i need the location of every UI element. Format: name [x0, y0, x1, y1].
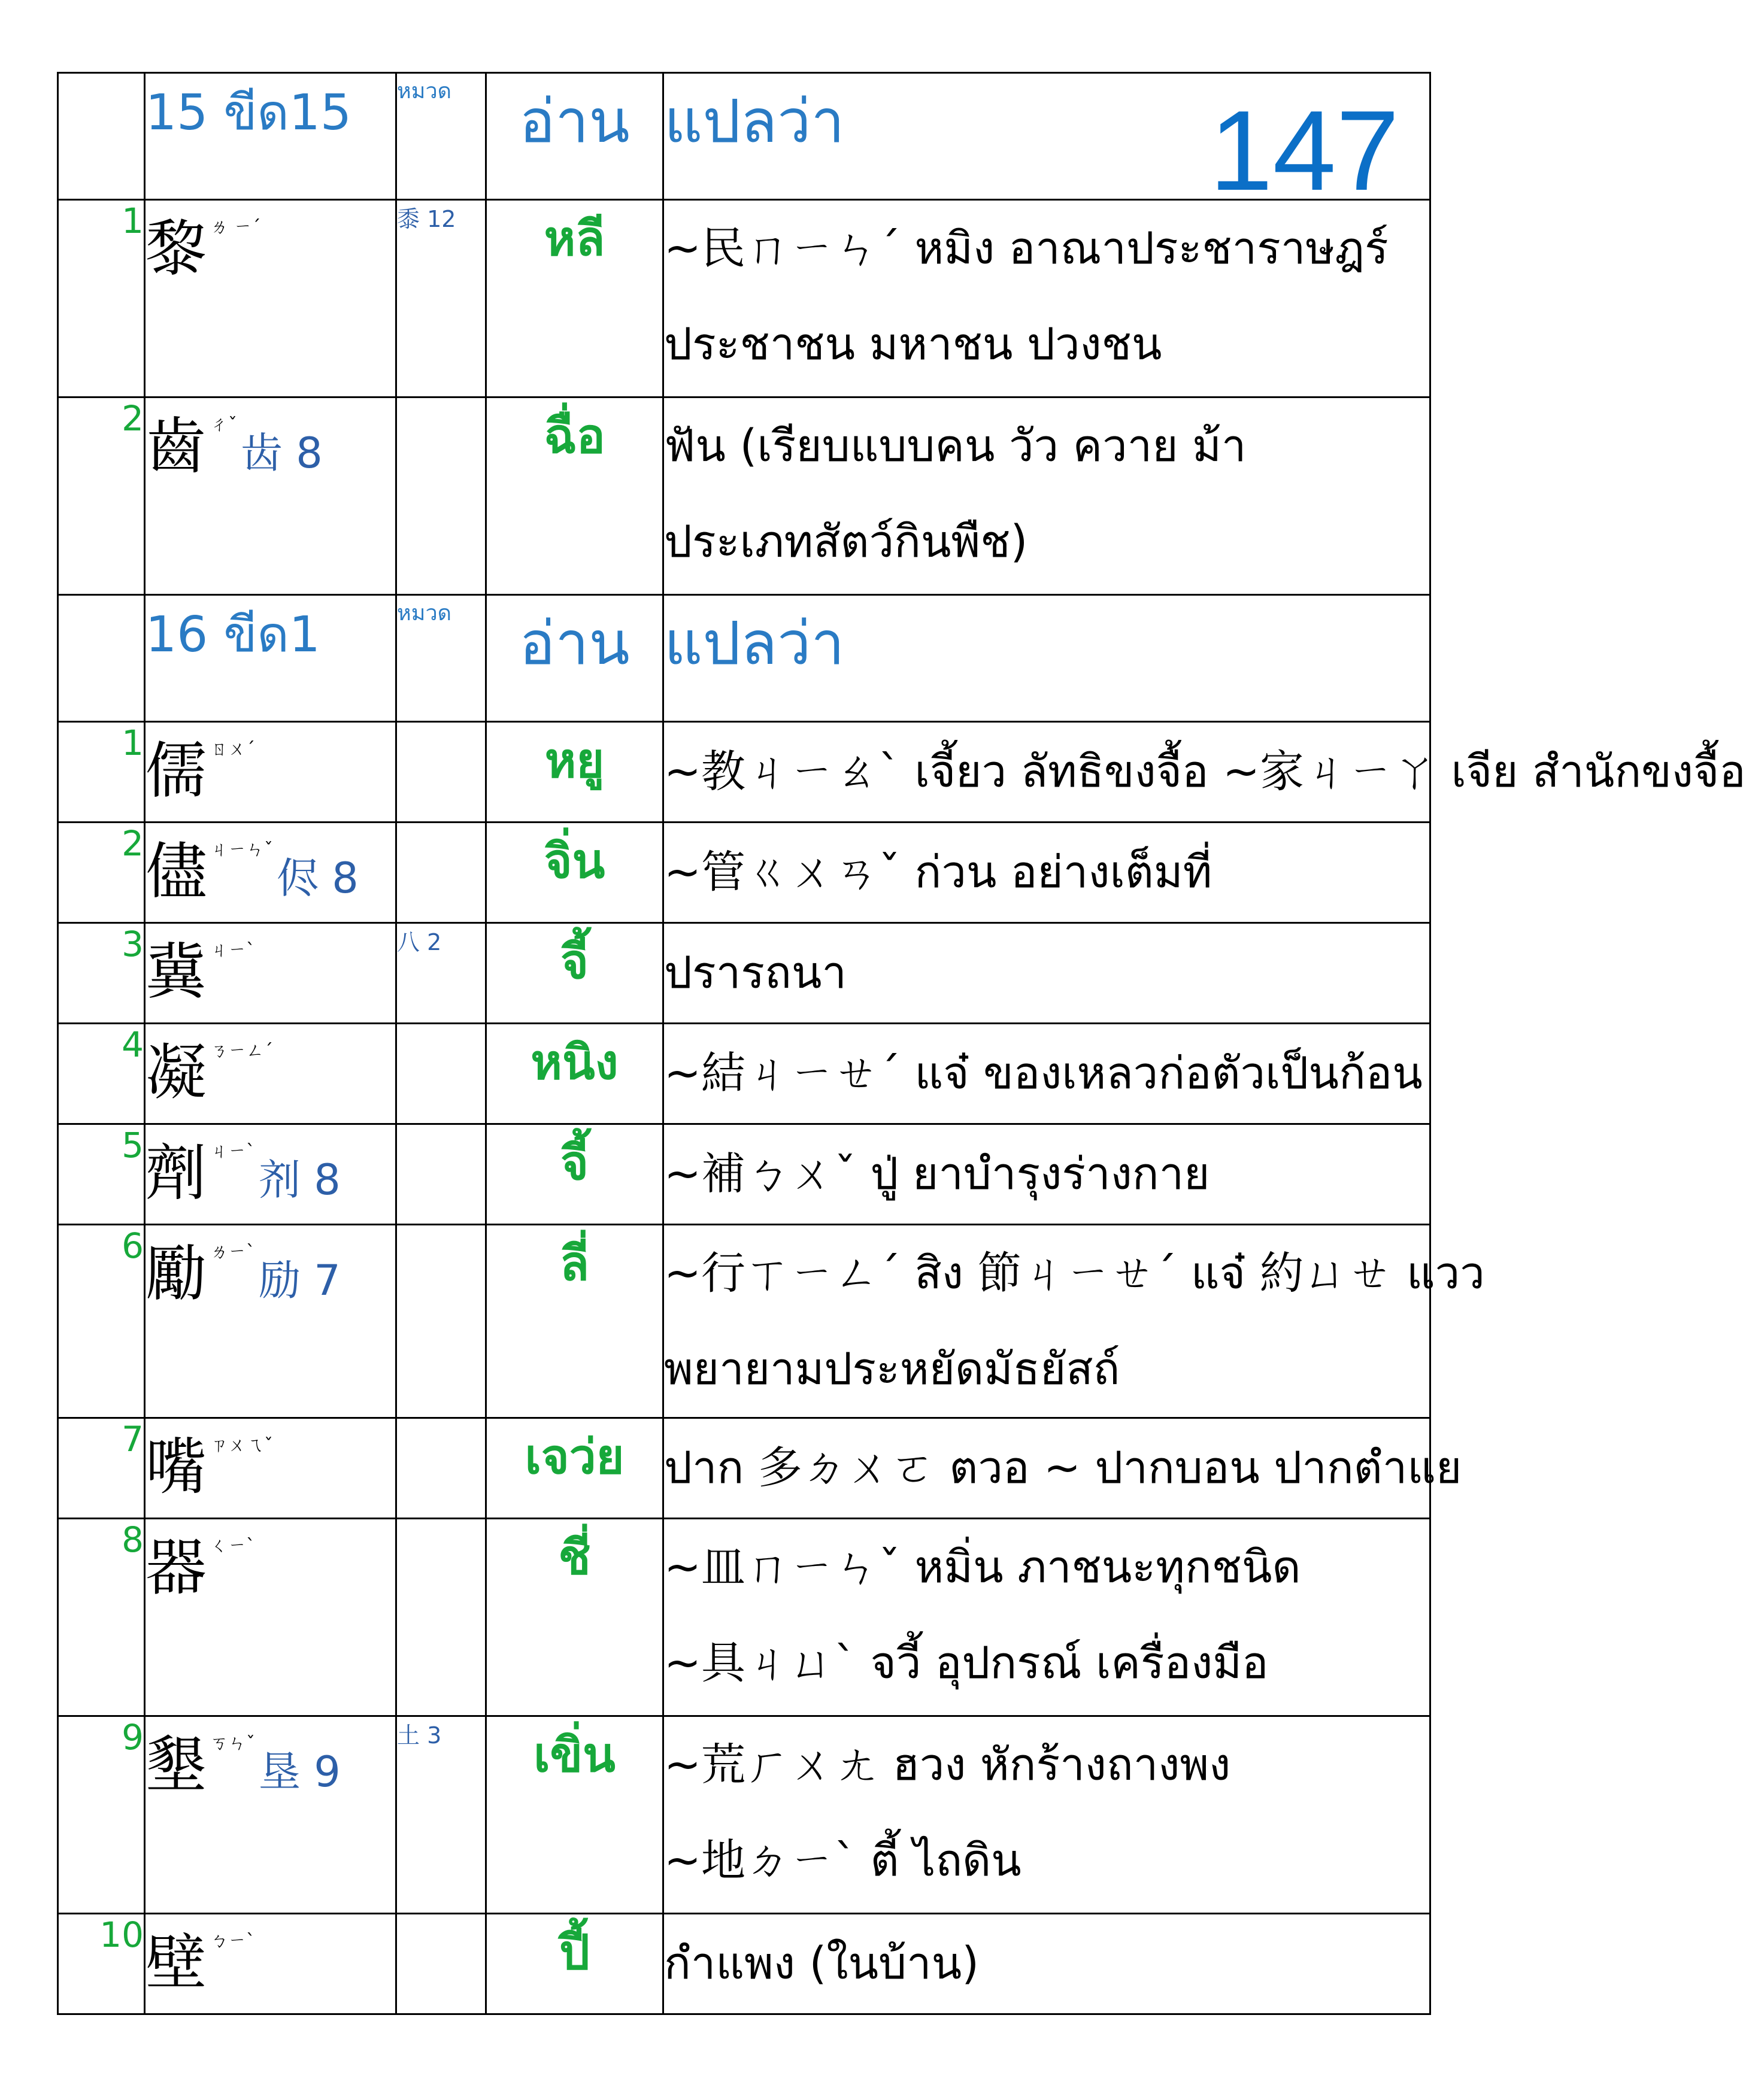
meaning-cell: [663, 722, 1746, 823]
entry-row: [58, 397, 1430, 595]
thai-reading: หยู: [486, 722, 663, 823]
radical: [396, 722, 486, 823]
simplified-character: 垦 9: [259, 1747, 341, 1796]
empty-cell: [58, 595, 145, 722]
thai-reading: ปี้: [486, 1914, 663, 2014]
radical: [396, 823, 486, 923]
meaning-cell: [663, 1519, 1430, 1716]
zhuyin: ㄑㄧˋ: [210, 1535, 255, 1556]
meaning-line: ประเภทสัตว์กินพืช): [664, 516, 1028, 568]
thai-reading: จี้: [486, 1124, 663, 1225]
meaning-cell: [663, 823, 1430, 923]
character-cell: [145, 1124, 396, 1225]
meaning-line: ~補ㄅㄨˇ ปู่ ยาบำรุงร่างกาย: [664, 1148, 1210, 1200]
character-cell: [145, 1024, 396, 1124]
zhuyin: ㄔˇ: [210, 414, 237, 435]
entry-number: 9: [58, 1716, 145, 1914]
entry-number: 6: [58, 1225, 145, 1418]
meaning-line: พยายามประหยัดมัธยัสถ์: [664, 1343, 1120, 1395]
simplified-character: 励 7: [259, 1256, 341, 1305]
meaning-cell: [663, 1716, 1430, 1914]
meaning-header: [663, 73, 1430, 214]
traditional-character: 齒: [146, 411, 207, 482]
reading-header: อ่าน: [486, 73, 663, 200]
entry-row: [58, 1519, 1430, 1716]
zhuyin: ㄖㄨˊ: [210, 739, 255, 760]
traditional-character: 儒: [146, 736, 207, 807]
thai-reading: จี้: [486, 923, 663, 1024]
meaning-line: ~教ㄐㄧㄠˋ เจี้ยว ลัทธิขงจื้อ ~家ㄐㄧㄚ เจีย สำนักขงจื้อ: [664, 746, 1746, 797]
character-cell: [145, 1519, 396, 1716]
meaning-line: ปาก 多ㄉㄨㄛ ตวอ ~ ปากบอน ปากตำแย: [664, 1442, 1462, 1494]
traditional-character: 黎: [146, 214, 207, 285]
meaning-line: ปรารถนา: [664, 947, 847, 999]
entry-number: 2: [58, 823, 145, 923]
simplified-character: 剂 8: [259, 1155, 341, 1204]
meaning-cell: [663, 1124, 1430, 1225]
meaning-cell: [663, 1225, 1485, 1418]
entry-row: [58, 823, 1430, 923]
dictionary-body: [58, 73, 1746, 2014]
entry-number: 4: [58, 1024, 145, 1124]
zhuyin: ㄅㄧˋ: [210, 1931, 255, 1952]
meaning-line: ประชาชน มหาชน ปวงชน: [664, 318, 1162, 370]
entry-row: [58, 1024, 1430, 1124]
thai-reading: หลี: [486, 200, 663, 397]
radical: [396, 1519, 486, 1716]
traditional-character: 儘: [146, 836, 207, 908]
traditional-character: 劑: [146, 1138, 207, 1209]
character-cell: [145, 923, 396, 1024]
radical: 八 2: [396, 923, 486, 1024]
section-header-row: [58, 595, 1430, 722]
meaning-cell: [663, 1024, 1430, 1124]
entry-number: 10: [58, 1914, 145, 2014]
character-cell: [145, 1914, 396, 2014]
thai-reading: เขิ่น: [486, 1716, 663, 1914]
meaning-header: [663, 595, 1430, 722]
traditional-character: 嘴: [146, 1432, 207, 1503]
dictionary-table: [57, 72, 1746, 2015]
meaning-cell: [663, 923, 1430, 1024]
entry-row: [58, 1418, 1430, 1519]
zhuyin: ㄎㄣˇ: [210, 1733, 255, 1754]
entry-number: 7: [58, 1418, 145, 1519]
meaning-line: ~民ㄇㄧㄣˊ หมิง อาณาประชาราษฎร์: [664, 223, 1389, 274]
entry-number: 3: [58, 923, 145, 1024]
zhuyin: ㄐㄧˋ: [210, 940, 255, 961]
simplified-character: 齿 8: [241, 429, 323, 478]
section-label: 16 ขีด1: [145, 595, 396, 722]
character-cell: [145, 1225, 396, 1418]
thai-reading: ชี่: [486, 1519, 663, 1716]
character-cell: [145, 1418, 396, 1519]
meaning-line: ~具ㄐㄩˋ จวี้ อุปกรณ์ เครื่องมือ: [664, 1637, 1269, 1689]
thai-reading: ฉื่อ: [486, 397, 663, 595]
section-label: 15 ขีด15: [145, 73, 396, 200]
entry-number: 1: [58, 722, 145, 823]
meaning-header-text: แปลว่า: [664, 86, 845, 156]
page-number: 147: [1209, 87, 1399, 214]
entry-row: [58, 200, 1430, 397]
radical: [396, 1024, 486, 1124]
meaning-line: ~荒ㄏㄨㄤ ฮวง หักร้างถางพง: [664, 1739, 1231, 1791]
entry-number: 2: [58, 397, 145, 595]
meaning-cell: [663, 1914, 1430, 2014]
radical-header: หมวด: [396, 595, 486, 722]
meaning-line: ~結ㄐㄧㄝˊ แจ๋ ของเหลวก่อตัวเป็นก้อน: [664, 1048, 1423, 1099]
thai-reading: หนิง: [486, 1024, 663, 1124]
radical: [396, 1418, 486, 1519]
radical: [396, 1914, 486, 2014]
radical-header: หมวด: [396, 73, 486, 200]
radical: [396, 1225, 486, 1418]
traditional-character: 器: [146, 1532, 207, 1604]
traditional-character: 壁: [146, 1928, 207, 1999]
character-cell: [145, 722, 396, 823]
character-cell: [145, 823, 396, 923]
entry-row: [58, 1716, 1430, 1914]
meaning-line: ~行ㄒㄧㄥˊ สิง 節ㄐㄧㄝˊ แจ๋ 約ㄩㄝ แวว: [664, 1248, 1485, 1299]
character-cell: [145, 1716, 396, 1914]
section-header-row: [58, 73, 1430, 200]
zhuyin: ㄌㄧˋ: [210, 1242, 255, 1263]
meaning-cell: [663, 397, 1430, 595]
entry-number: 8: [58, 1519, 145, 1716]
character-cell: [145, 200, 396, 397]
meaning-line: กำแพง (ในบ้าน): [664, 1938, 980, 1989]
meaning-line: ~地ㄉㄧˋ ตี้ ไถดิน: [664, 1835, 1021, 1886]
entry-row: [58, 1124, 1430, 1225]
traditional-character: 凝: [146, 1037, 207, 1109]
meaning-line: ฟัน (เรียบแบบคน วัว ควาย ม้า: [664, 420, 1247, 472]
meaning-line: ~管ㄍㄨㄢˇ ก่วน อย่างเต็มที่: [664, 846, 1212, 898]
radical: 黍 12: [396, 200, 486, 397]
entry-row: [58, 1914, 1430, 2014]
reading-header: อ่าน: [486, 595, 663, 722]
radical: [396, 397, 486, 595]
traditional-character: 勵: [146, 1239, 207, 1310]
meaning-cell: [663, 200, 1430, 397]
entry-row: [58, 1225, 1430, 1418]
simplified-character: 侭 8: [277, 854, 359, 903]
zhuyin: ㄌ ㄧˊ: [210, 217, 261, 238]
thai-reading: เจว่ย: [486, 1418, 663, 1519]
zhuyin: ㄐㄧˋ: [210, 1141, 255, 1162]
traditional-character: 冀: [146, 937, 207, 1008]
entry-number: 5: [58, 1124, 145, 1225]
zhuyin: ㄗㄨㄟˇ: [210, 1435, 273, 1456]
meaning-cell: [663, 1418, 1462, 1519]
meaning-header-text: แปลว่า: [664, 608, 845, 678]
zhuyin: ㄐㄧㄣˇ: [210, 839, 273, 860]
entry-row: [58, 923, 1430, 1024]
radical: [396, 1124, 486, 1225]
thai-reading: จิ่น: [486, 823, 663, 923]
traditional-character: 墾: [146, 1730, 207, 1801]
empty-cell: [58, 73, 145, 200]
radical: 土 3: [396, 1716, 486, 1914]
entry-number: 1: [58, 200, 145, 397]
entry-row: [58, 722, 1430, 823]
meaning-line: ~皿ㄇㄧㄣˇ หมิ่น ภาชนะทุกชนิด: [664, 1541, 1301, 1593]
thai-reading: ลี่: [486, 1225, 663, 1418]
character-cell: [145, 397, 396, 595]
zhuyin: ㄋㄧㄥˊ: [210, 1040, 273, 1061]
